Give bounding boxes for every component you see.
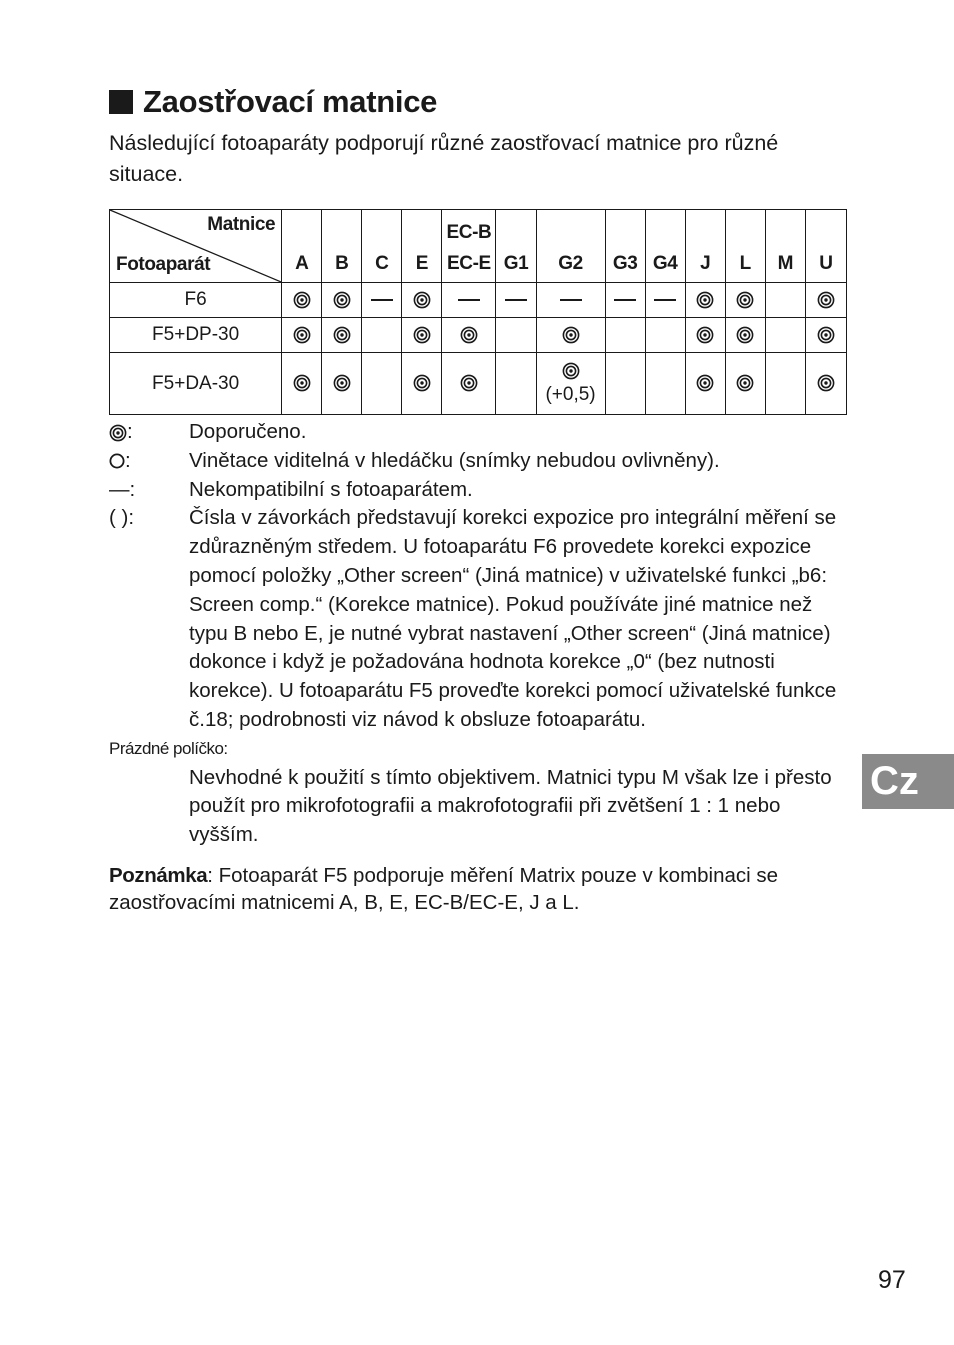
- table-header-row: [110, 210, 847, 283]
- legend-text: Čísla v závorkách představují korekci expozice pro integrální měření se zdůrazněným středem. U fotoaparátu F6 provedete korekci expozice pomocí položky „Other screen“ (Jiná matnice) v uživatelské funkci „b6: Screen comp.“ (Korekce matnice). Pokud používáte jiné matnice než typu B nebo E, je nutné vybrat nastavení „Other screen“ (Jiná matnice) dokonce i když je požadována hodnota korekce „0“ (bez nutnosti korekce). U fotoaparátu F5 proveďte korekci pomocí uživatelské funkce č.18; podrobnosti viz návod k obsluze fotoaparátu.: [189, 506, 837, 731]
- col-header: U: [805, 210, 846, 283]
- table-row: [110, 283, 847, 318]
- legend-symbol: :: [125, 448, 131, 472]
- empty-cell: [496, 353, 536, 415]
- language-tab: Cz: [862, 754, 954, 809]
- intro-paragraph: Následující fotoaparáty podporují různé zaostřovací matnice pro různé situace.: [109, 131, 779, 186]
- legend-symbol: —:: [109, 477, 136, 501]
- recommended-icon: [402, 353, 442, 415]
- empty-cell: [645, 353, 685, 415]
- camera-name: F5+DA-30: [110, 353, 282, 415]
- square-bullet-icon: [109, 90, 133, 114]
- col-header: E: [402, 210, 442, 283]
- recommended-icon: [282, 283, 322, 318]
- recommended-icon: [322, 283, 362, 318]
- camera-name: F6: [110, 283, 282, 318]
- empty-cell: [765, 353, 805, 415]
- empty-cell: [765, 283, 805, 318]
- legend-empty-label: Prázdné políčko:: [109, 738, 228, 758]
- incompatible-dash: [362, 283, 402, 318]
- empty-cell: [362, 318, 402, 353]
- recommended-icon: [402, 318, 442, 353]
- col-header-ecb: EC-B: [446, 222, 492, 243]
- legend-empty: [109, 764, 849, 850]
- camera-name: F5+DP-30: [110, 318, 282, 353]
- incompatible-dash: [536, 283, 605, 318]
- col-header: M: [765, 210, 805, 283]
- col-header: G3: [605, 210, 645, 283]
- recommended-icon: [282, 353, 322, 415]
- recommended-icon: [282, 318, 322, 353]
- focusing-screen-table: [109, 209, 847, 415]
- incompatible-dash: [605, 283, 645, 318]
- recommended-icon: [685, 283, 725, 318]
- empty-cell: [605, 318, 645, 353]
- section-title: Zaostřovací matnice: [143, 84, 438, 119]
- recommended-icon: [725, 353, 765, 415]
- legend: [109, 418, 849, 850]
- col-header-ece: EC-E: [447, 253, 491, 274]
- col-header: A: [282, 210, 322, 283]
- col-header: B: [322, 210, 362, 283]
- section-heading: [109, 84, 437, 120]
- legend-text: Doporučeno.: [189, 420, 307, 443]
- exposure-correction-note: (+0,5): [545, 383, 596, 405]
- recommended-icon: [685, 318, 725, 353]
- incompatible-dash: [645, 283, 685, 318]
- incompatible-dash: [496, 283, 536, 318]
- table-row: [110, 318, 847, 353]
- col-header: C: [362, 210, 402, 283]
- incompatible-dash: [442, 283, 496, 318]
- recommended-icon: [109, 420, 127, 443]
- recommended-icon: [402, 283, 442, 318]
- recommended-icon: [322, 318, 362, 353]
- legend-text: Vinětace viditelná v hledáčku (snímky nebudou ovlivněny).: [189, 448, 720, 472]
- recommended-icon: [725, 283, 765, 318]
- vignetting-icon: [109, 449, 125, 472]
- recommended-icon: [536, 318, 605, 353]
- table-row: [110, 353, 847, 415]
- col-header: G2: [536, 210, 605, 283]
- legend-text: Nekompatibilní s fotoaparátem.: [189, 477, 473, 501]
- note-text: : Fotoaparát F5 podporuje měření Matrix pouze v kombinaci se zaostřovacími matnicemi A, B, E, EC-B/EC-E, J a L.: [109, 864, 779, 914]
- corner-label-screen: Matnice: [207, 214, 276, 235]
- recommended-icon: [536, 353, 605, 415]
- legend-incompatible: [109, 476, 849, 505]
- legend-recommended: [109, 418, 849, 447]
- col-header: G1: [496, 210, 536, 283]
- note-paragraph: [109, 862, 849, 916]
- recommended-icon: [322, 353, 362, 415]
- recommended-icon: [442, 318, 496, 353]
- empty-cell: [496, 318, 536, 353]
- col-header: G4: [645, 210, 685, 283]
- recommended-icon: [805, 283, 846, 318]
- corner-cell: [110, 210, 282, 283]
- note-label: Poznámka: [109, 864, 208, 887]
- page-number: 97: [878, 1266, 906, 1294]
- empty-cell: [645, 318, 685, 353]
- legend-symbol: :: [127, 420, 133, 443]
- recommended-icon: [805, 353, 846, 415]
- legend-brackets: [109, 504, 849, 734]
- legend-vignetting: [109, 447, 849, 476]
- recommended-icon: [805, 318, 846, 353]
- recommended-icon: [442, 353, 496, 415]
- recommended-icon: [685, 353, 725, 415]
- empty-cell: [765, 318, 805, 353]
- legend-symbol: ( ):: [109, 506, 135, 530]
- legend-text: Nevhodné k použití s tímto objektivem. Matnici typu M však lze i přesto použít pro mikrofotografii a makrofotografii při zvětšení 1 : 1 nebo vyšším.: [189, 765, 832, 847]
- col-header-ecb-ece: [442, 210, 496, 283]
- empty-cell: [362, 353, 402, 415]
- col-header: L: [725, 210, 765, 283]
- col-header: J: [685, 210, 725, 283]
- corner-label-camera: Fotoaparát: [116, 254, 211, 275]
- recommended-icon: [725, 318, 765, 353]
- empty-cell: [605, 353, 645, 415]
